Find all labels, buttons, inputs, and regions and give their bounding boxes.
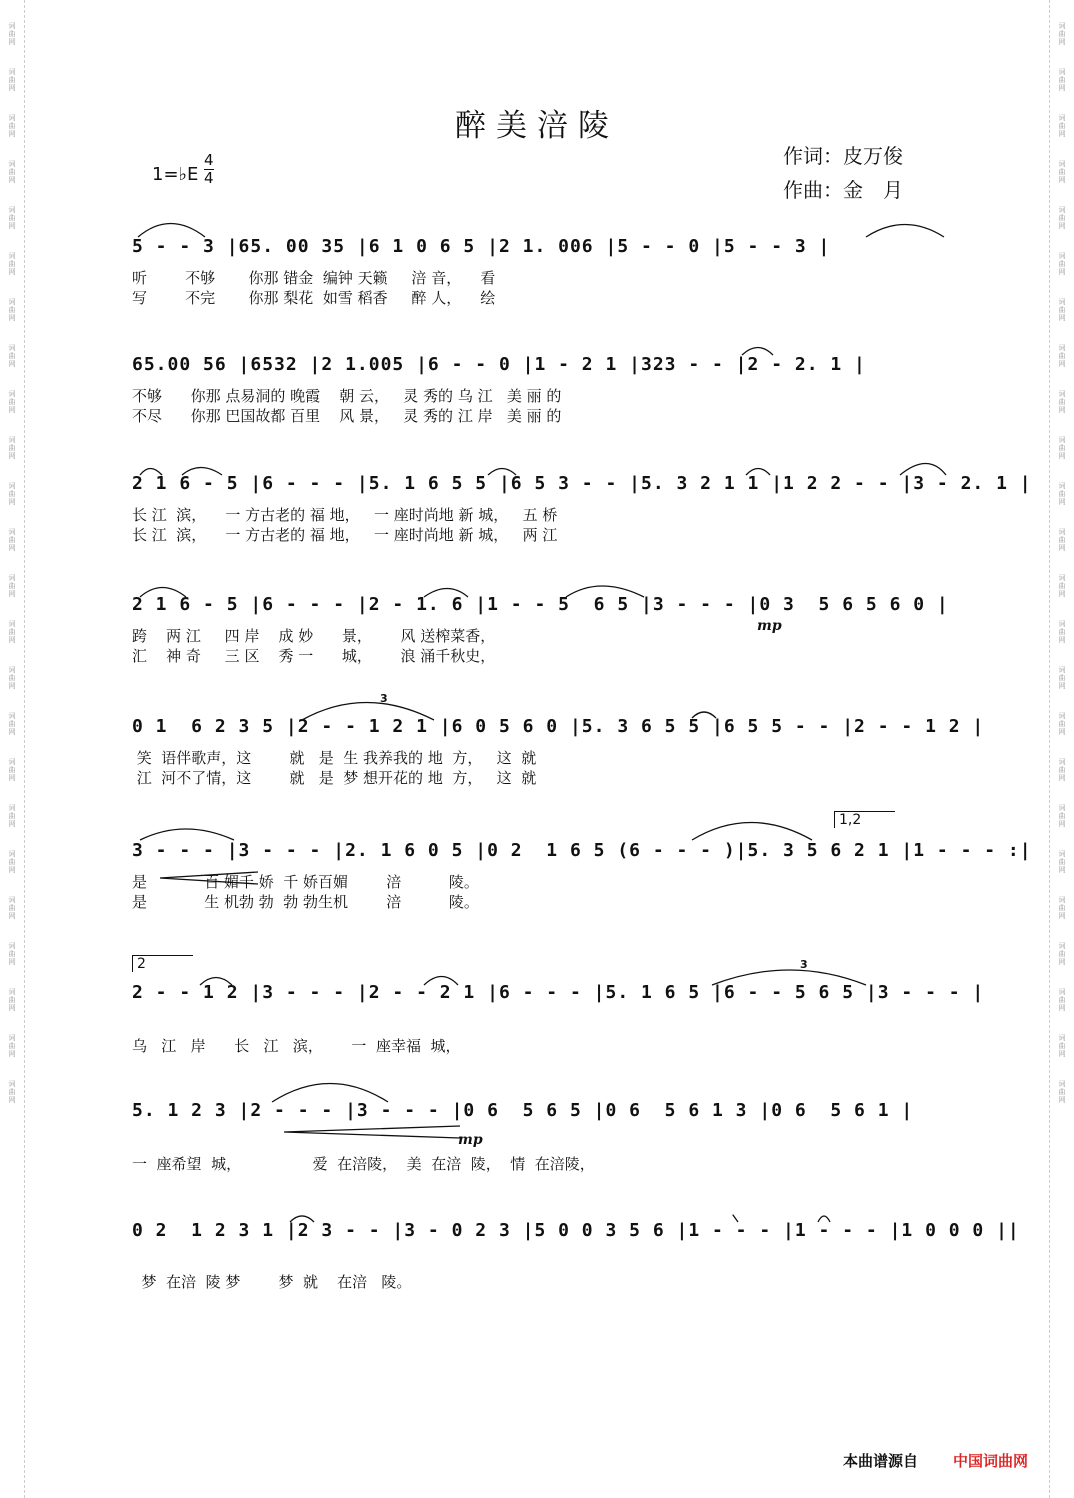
watermark-text: 词曲网 <box>8 160 16 184</box>
slur-mark <box>200 978 232 986</box>
slur-mark <box>733 1215 738 1222</box>
volta-second-ending: 2 <box>132 955 193 972</box>
watermark-text: 词曲网 <box>1058 160 1066 184</box>
slur-mark <box>138 224 205 238</box>
tuplet-number: 3 <box>800 958 808 971</box>
tuplet-number: 3 <box>380 692 388 705</box>
watermark-text: 词曲网 <box>8 620 16 644</box>
slur-mark <box>182 468 222 476</box>
watermark-text: 词曲网 <box>8 68 16 92</box>
slur-mark <box>692 823 812 841</box>
watermark-text: 词曲网 <box>8 942 16 966</box>
notation-line: 2 1 6 - 5 |6 - - - |2 - 1. 6 |1 - - 5 6 5 |3 - - - |0 3 5 6 5 6 0 | <box>132 594 949 615</box>
slur-mark <box>746 469 770 476</box>
notation-line: 2 1 6 - 5 |6 - - - |5. 1 6 5 5 |6 5 3 - - |5. 3 2 1 1 |1 2 2 - - |3 - 2. 1 | <box>132 473 1032 494</box>
lyric-verse: 乌 江 岸 长 江 滨， 一 座幸福 城， <box>132 1037 461 1055</box>
watermark-text: 词曲网 <box>1058 988 1066 1012</box>
slur-mark <box>424 977 458 986</box>
slur-mark <box>140 829 234 840</box>
lyric-verse: 不尽 你那 巴国故都 百里 风 景， 灵 秀的 江 岸 美 丽 的 <box>132 407 562 425</box>
slur-mark <box>488 469 516 476</box>
watermark-text: 词曲网 <box>8 206 16 230</box>
watermark-text: 词曲网 <box>1058 896 1066 920</box>
watermark-text: 词曲网 <box>8 390 16 414</box>
lyric-verse: 是 生 机勃 勃 勃 勃生机 涪 陵。 <box>132 893 479 911</box>
watermark-text: 词曲网 <box>1058 390 1066 414</box>
slur-mark <box>566 586 644 597</box>
watermark-text: 词曲网 <box>8 252 16 276</box>
lyric-verse: 听 不够 你那 错金 编钟 天籁 涪 音， 看 <box>132 269 496 287</box>
lyric-verse: 写 不完 你那 梨花 如雪 稻香 醉 人， 绘 <box>132 289 496 307</box>
notation-line: 0 2 1 2 3 1 |2 3 - - |3 - 0 2 3 |5 0 0 3 5 6 |1 - - - |1 - - - |1 0 0 0 || <box>132 1220 1020 1241</box>
slur-mark <box>302 703 434 721</box>
slur-mark <box>290 1216 314 1222</box>
dynamic-mark: mp <box>458 1132 483 1148</box>
notation-line: 2 - - 1 2 |3 - - - |2 - - 2 1 |6 - - - |5. 1 6 5 |6 - - 5 6 5 |3 - - - | <box>132 982 985 1003</box>
watermark-text: 词曲网 <box>1058 436 1066 460</box>
watermark-text: 词曲网 <box>1058 252 1066 276</box>
watermark-text: 词曲网 <box>8 344 16 368</box>
slur-mark <box>818 1216 830 1222</box>
notation-line: 5. 1 2 3 |2 - - - |3 - - - |0 6 5 6 5 |0 6 5 6 1 3 |0 6 5 6 1 | <box>132 1100 914 1121</box>
watermark-text: 词曲网 <box>8 22 16 46</box>
watermark-text: 词曲网 <box>1058 666 1066 690</box>
watermark-text: 词曲网 <box>1058 712 1066 736</box>
slur-mark <box>866 225 944 238</box>
key-signature: 1=♭E <box>152 164 199 185</box>
footer-source-label: 本曲谱源自 <box>843 1452 919 1470</box>
lyric-verse: 笑 语伴歌声，这 就 是 生 我养我的 地 方， 这 就 <box>132 749 537 767</box>
dynamic-mark: mp <box>757 618 782 634</box>
watermark-text: 词曲网 <box>8 436 16 460</box>
notation-line: 0 1 6 2 3 5 |2 - - 1 2 1 |6 0 5 6 0 |5. 3 6 5 5 |6 5 5 - - |2 - - 1 2 | <box>132 716 985 737</box>
notation-line: 65.00 56 |6532 |2 1.005 |6 - - 0 |1 - 2 1 |323 - - |2 - 2. 1 | <box>132 354 866 375</box>
footer-site-link[interactable]: 中国词曲网 <box>953 1452 1029 1470</box>
slur-mark <box>900 464 946 476</box>
lyric-verse: 跨 两 江 四 岸 成 妙 景， 风 送榨菜香， <box>132 627 496 645</box>
watermark-text: 词曲网 <box>1058 344 1066 368</box>
watermark-text: 词曲网 <box>8 804 16 828</box>
watermark-text: 词曲网 <box>1058 206 1066 230</box>
composer-credit: 作曲：金 月 <box>783 178 903 202</box>
lyric-verse: 长 江 滨， 一 方古老的 福 地， 一 座时尚地 新 城， 五 桥 <box>132 506 558 524</box>
notation-line: 5 - - 3 |65. 00 35 |6 1 0 6 5 |2 1. 006 |5 - - 0 |5 - - 3 | <box>132 236 831 257</box>
diminuendo-hairpin <box>284 1126 460 1138</box>
slur-mark <box>272 1084 388 1103</box>
watermark-text: 词曲网 <box>1058 804 1066 828</box>
watermark-text: 词曲网 <box>1058 1034 1066 1058</box>
watermark-text: 词曲网 <box>8 114 16 138</box>
slur-mark <box>140 469 162 476</box>
watermark-text: 词曲网 <box>1058 298 1066 322</box>
watermark-text: 词曲网 <box>1058 1080 1066 1104</box>
lyricist-credit: 作词：皮万俊 <box>783 144 903 168</box>
lyric-verse: 江 河不了情，这 就 是 梦 想开花的 地 方， 这 就 <box>132 769 537 787</box>
watermark-text: 词曲网 <box>8 850 16 874</box>
watermark-text: 词曲网 <box>8 1034 16 1058</box>
watermark-text: 词曲网 <box>1058 620 1066 644</box>
slur-mark <box>692 712 716 718</box>
slur-mark <box>424 589 468 598</box>
slur-mark <box>712 970 866 985</box>
lyric-verse: 是 百 媚千 娇 千 娇百媚 涪 陵。 <box>132 873 479 891</box>
watermark-text: 词曲网 <box>8 1080 16 1104</box>
lyric-verse: 一 座希望 城， 爱 在涪陵， 美 在涪 陵， 情 在涪陵， <box>132 1155 595 1173</box>
notation-line: 3 - - - |3 - - - |2. 1 6 0 5 |0 2 1 6 5 (6 - - - )|5. 3 5 6 2 1 |1 - - - :| <box>132 840 1032 861</box>
watermark-text: 词曲网 <box>8 896 16 920</box>
watermark-text: 词曲网 <box>1058 114 1066 138</box>
song-title: 醉美涪陵 <box>455 108 619 144</box>
watermark-text: 词曲网 <box>8 482 16 506</box>
watermark-text: 词曲网 <box>1058 528 1066 552</box>
watermark-text: 词曲网 <box>8 298 16 322</box>
watermark-text: 词曲网 <box>8 758 16 782</box>
watermark-text: 词曲网 <box>1058 574 1066 598</box>
slur-mark <box>140 588 186 598</box>
lyric-verse: 不够 你那 点易洞的 晚霞 朝 云， 灵 秀的 乌 江 美 丽 的 <box>132 387 562 405</box>
crescendo-hairpin <box>160 872 258 884</box>
watermark-text: 词曲网 <box>1058 942 1066 966</box>
lyric-verse: 长 江 滨， 一 方古老的 福 地， 一 座时尚地 新 城， 两 江 <box>132 526 558 544</box>
lyric-verse: 梦 在涪 陵 梦 梦 就 在涪 陵。 <box>132 1273 412 1291</box>
watermark-text: 词曲网 <box>8 988 16 1012</box>
watermark-text: 词曲网 <box>1058 758 1066 782</box>
watermark-text: 词曲网 <box>1058 482 1066 506</box>
lyric-verse: 汇 神 奇 三 区 秀 一 城， 浪 涌千秋史， <box>132 647 496 665</box>
watermark-text: 词曲网 <box>1058 22 1066 46</box>
slur-mark <box>742 348 773 356</box>
watermark-text: 词曲网 <box>8 712 16 736</box>
volta-first-ending: 1,2 <box>834 811 895 828</box>
watermark-text: 词曲网 <box>1058 850 1066 874</box>
watermark-text: 词曲网 <box>8 574 16 598</box>
time-signature: 4 4 <box>204 151 214 187</box>
watermark-text: 词曲网 <box>1058 68 1066 92</box>
watermark-text: 词曲网 <box>8 528 16 552</box>
watermark-text: 词曲网 <box>8 666 16 690</box>
